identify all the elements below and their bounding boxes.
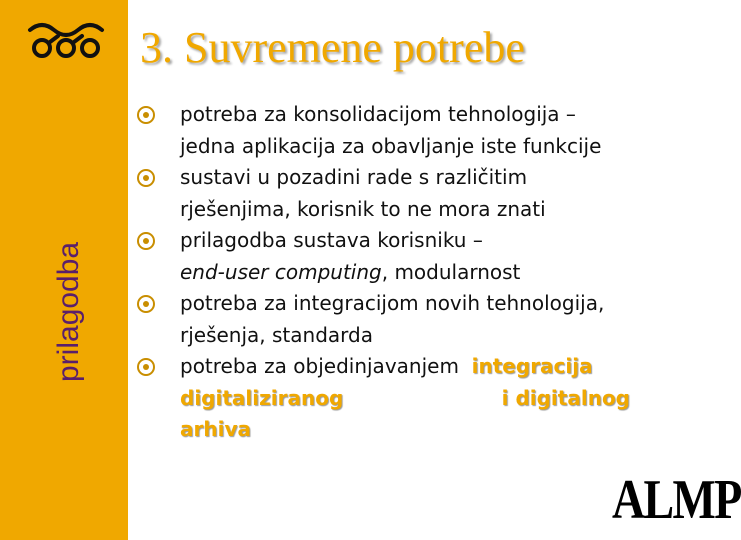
- bullet-line: [180, 383, 630, 415]
- bullet-item: [136, 99, 696, 162]
- circled-dot-bullet-icon: [136, 357, 156, 377]
- bullet-line-plain: potreba za objedinjavanjem: [180, 354, 459, 378]
- bullet-line: potreba za konsolidacijom tehnologija –: [180, 102, 576, 126]
- bullet-item: [136, 351, 696, 446]
- emphasis-term: end-user computing: [180, 259, 382, 284]
- bullet-list: [136, 99, 696, 446]
- circled-dot-bullet-icon: [136, 168, 156, 188]
- circled-dot-bullet-icon: [136, 231, 156, 251]
- bullet-line: rješenja, standarda: [180, 322, 373, 347]
- bullet-line: sustavi u pozadini rade s različitim: [180, 165, 528, 189]
- slide-title: 3. Suvremene potrebe: [140, 23, 525, 72]
- bullet-item: [136, 288, 696, 351]
- brand-logo: ALMP: [612, 469, 741, 531]
- bullet-line: rješenjima, korisnik to ne mora znati: [180, 196, 546, 221]
- highlight-text: integracija: [471, 354, 593, 378]
- bullet-line: [180, 257, 696, 289]
- sidebar: [0, 0, 128, 540]
- highlight-text: arhiva: [180, 417, 251, 441]
- ornament-glyph-icon: [24, 18, 108, 62]
- bullet-line-rest: , modularnost: [381, 259, 521, 284]
- sidebar-label: prilagodba: [52, 241, 85, 382]
- highlight-text: digitaliziranog: [180, 385, 344, 410]
- highlight-text: i digitalnog: [501, 385, 630, 410]
- circled-dot-bullet-icon: [136, 294, 156, 314]
- bullet-line: jedna aplikacija za obavljanje iste funkcije: [180, 133, 602, 158]
- bullet-line: potreba za integracijom novih tehnologija,: [180, 291, 605, 315]
- circled-dot-bullet-icon: [136, 105, 156, 125]
- bullet-item: [136, 225, 696, 288]
- bullet-line: [180, 351, 696, 383]
- bullet-item: [136, 162, 696, 225]
- bullet-line: prilagodba sustava korisniku –: [180, 228, 483, 252]
